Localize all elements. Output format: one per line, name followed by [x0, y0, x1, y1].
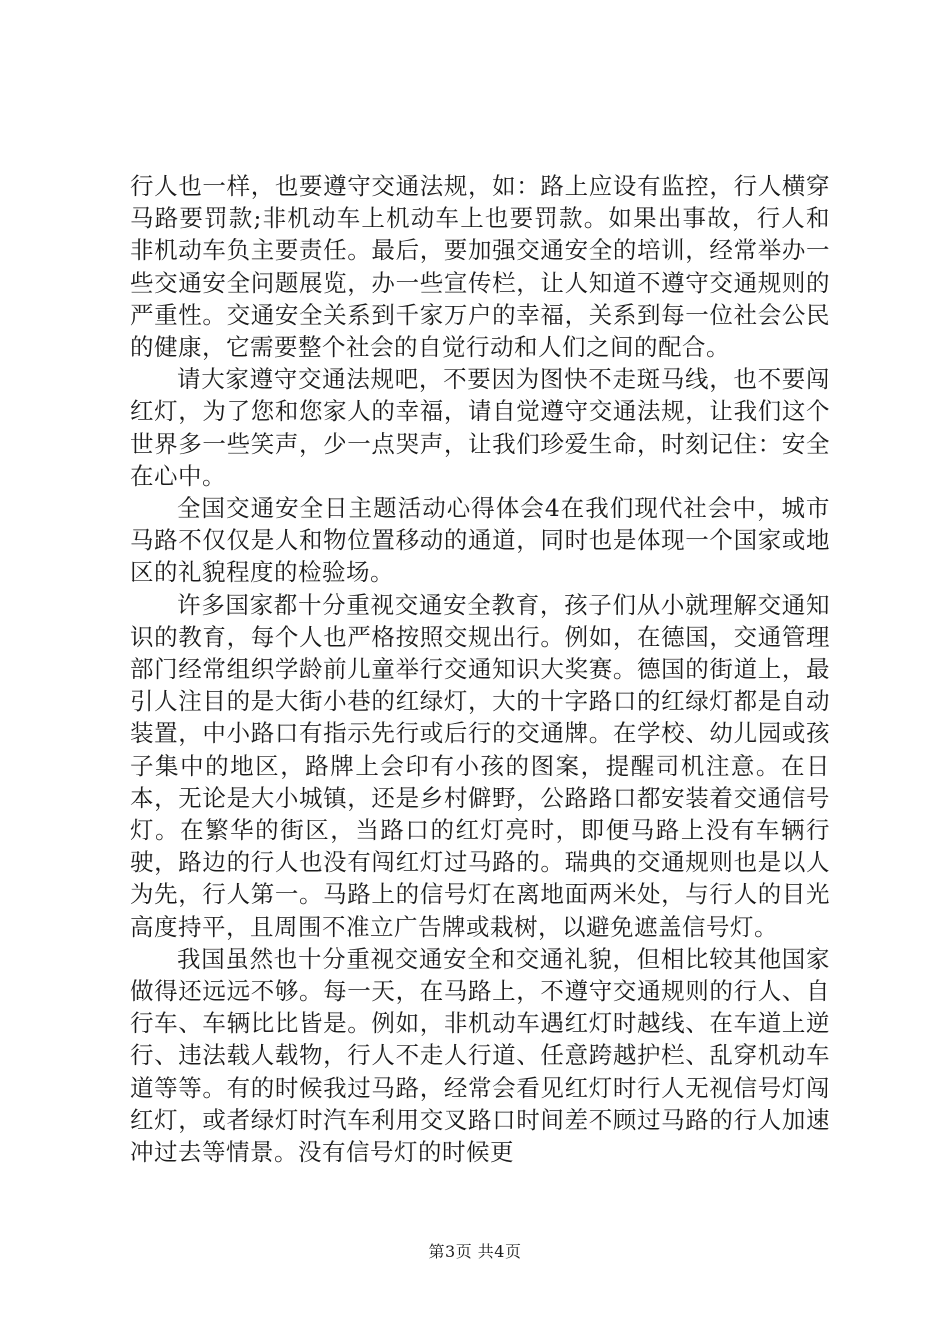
paragraph-4: 许多国家都十分重视交通安全教育，孩子们从小就理解交通知识的教育，每个人也严格按照交规出行。例如，在德国，交通管理部门经常组织学龄前儿童举行交通知识大奖赛。德国的街道上，最引人注目的是大街小巷的红绿灯，大的十字路口的红绿灯都是自动装置，中小路口有指示先行或后行的交通牌。在学校、幼儿园或孩子集中的地区，路牌上会印有小孩的图案，提醒司机注意。在日本，无论是大小城镇，还是乡村僻野，公路路口都安装着交通信号灯。在繁华的街区，当路口的红灯亮时，即便马路上没有车辆行驶，路边的行人也没有闯红灯过马路的。瑞典的交通规则也是以人为先，行人第一。马路上的信号灯在离地面两米处，与行人的目光高度持平，且周围不准立广告牌或栽树，以避免遮盖信号灯。	[130, 590, 830, 941]
page-number-footer: 第3页 共4页	[428, 1242, 522, 1261]
paragraph-5: 我国虽然也十分重视交通安全和交通礼貌，但相比较其他国家做得还远远不够。每一天，在马路上，不遵守交通规则的行人、自行车、车辆比比皆是。例如，非机动车遇红灯时越线、在车道上逆行、违法载人载物，行人不走人行道、任意跨越护栏、乱穿机动车道等等。有的时候我过马路，经常会看见红灯时行人无视信号灯闯红灯，或者绿灯时汽车利用交叉路口时间差不顾过马路的行人加速冲过去等情景。没有信号灯的时候更	[130, 944, 830, 1167]
paragraph-1: 行人也一样，也要遵守交通法规，如：路上应设有监控，行人横穿马路要罚款;非机动车上机动车上也要罚款。如果出事故，行人和非机动车负主要责任。最后，要加强交通安全的培训，经常举办一些交通安全问题展览，办一些宣传栏，让人知道不遵守交通规则的严重性。交通安全关系到千家万户的幸福，关系到每一位社会公民的健康，它需要整个社会的自觉行动和人们之间的配合。	[130, 172, 830, 362]
document-body	[130, 170, 830, 1168]
paragraph-3: 全国交通安全日主题活动心得体会4在我们现代社会中，城市马路不仅仅是人和物位置移动的通道，同时也是体现一个国家或地区的礼貌程度的检验场。	[130, 494, 830, 587]
paragraph-2: 请大家遵守交通法规吧，不要因为图快不走斑马线，也不要闯红灯，为了您和您家人的幸福，请自觉遵守交通法规，让我们这个世界多一些笑声，少一点哭声，让我们珍爱生命，时刻记住：安全在心中。	[130, 365, 830, 490]
